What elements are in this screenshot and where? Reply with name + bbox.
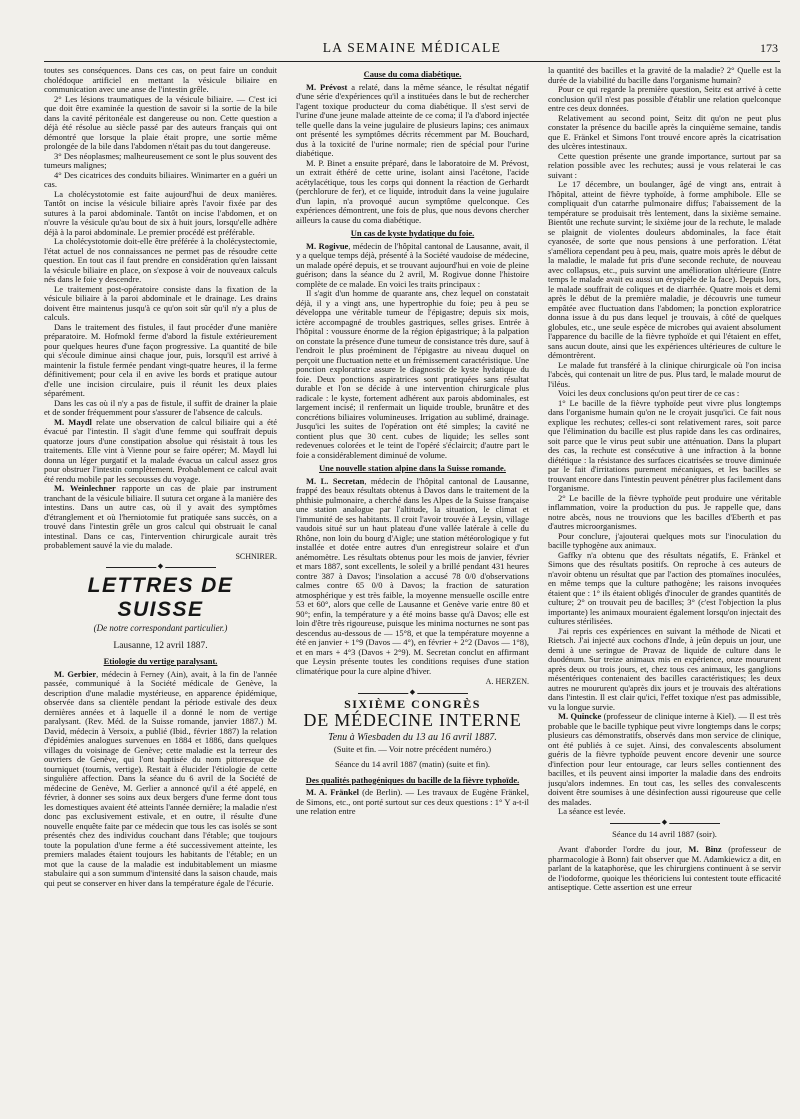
article-heading: Des qualités pathogéniques du bacille de la fièvre typhoïde. [305, 774, 520, 785]
article-heading: Un cas de kyste hydatique du foie. [350, 228, 475, 238]
paragraph: M. P. Binet a ensuite préparé, dans le laboratoire de M. Prévost, un extrait éthéré de cette urine, isolant ainsi l'acétone, l'acide acétylacétique, tous les corps qui donnent la réaction de Gerhardt (perchlorure de fer), et ce liquide, introduit dans la veine jugulaire d'un lapin, n'a provoqué aucun symptôme quelconque. Ces expériences démontrent, une fois de plus, que nous devons chercher ailleurs la cause du coma diabétique. [296, 157, 529, 225]
author-name: M. L. Secretan [306, 475, 365, 486]
paragraph [548, 712, 781, 807]
paragraph [296, 477, 529, 677]
paragraph-text: Avant d'aborder l'ordre du jour, [558, 844, 689, 854]
dateline: Lausanne, 12 avril 1887. [113, 640, 208, 651]
paragraph-text: (de Berlin). — Les travaux de Eugène Fränkel, de Simons, etc., ont porté surtout sur ces deux questions : 1° Y a-t-il une relation entre [296, 787, 529, 816]
session-line: Séance du 14 avril 1887 (matin) (suite et fin). [334, 759, 491, 769]
paragraph: Dans les cas où il n'y a pas de fistule, il suffit de drainer la plaie et de sonder fréquemment pour s'assurer de l'absence de calculs. [44, 397, 277, 417]
paragraph: Relativement au second point, Seitz dit qu'on ne peut plus constater la présence du bacille après la cinquième semaine, tandis que E. Fränkel et Simons l'ont trouvé encore après la cicatrisation des ulcères intestinaux. [548, 112, 781, 151]
session-line: Séance du 14 avril 1887 (soir). [612, 828, 717, 839]
author-name: M. Binz [688, 844, 722, 854]
paragraph: Il s'agit d'un homme de quarante ans, chez lequel on constatait déjà, il y a vingt ans, une hypertrophie du foie; peu à peu se développa une véritable tumeur de l'épigastre; depuis six mois, ictère accompagné de troubles gastriques, selles grises. Entrée à l'hôpital : voussure énorme de la région épigastrique; à la palpation on constate la présence d'une tumeur de consistance très dure, sauf à l'endroit le plus proéminent de l'épigastre au niveau duquel on perçoit une fluctuation nette et un frémissement caractéristique. Une ponction exploratrice assure le diagnostic de kyste hydatique du foie. Deux ponctions aspiratrices sont pratiquées sans résultat durable et l'on se décide à une intervention chirurgicale plus radicale : le kyste, fortement adhérent aux parois abdominales, est largement incisé; il renfermait un liquide trouble, brunâtre et des concrétions biliaires volumineuses. Irrigation au sublimé, drainage. Jusqu'ici les suites de l'opération ont été simples; la cavité ne contient plus que 30 cent. cubes de liquide; les selles sont redevenues colorées et le teint de l'opéré s'éclaircit; d'autre part le foie a considérablement diminué de volume. [296, 288, 529, 460]
author-name: M. Rogivue [306, 240, 349, 251]
paragraph: Gaffky n'a obtenu que des résultats négatifs, E. Fränkel et Simons que des résultats positifs. On reproche à ces auteurs de n'avoir obtenu un résultat que par l'action des ptomaïnes inoculées, en même temps que la culture pathogène; les raisons invoquées étaient que : 1° ils étaient obligés d'inoculer de grandes quantités de culture; 2° on trouvait peu de bacilles; 3° (c'est l'objection la plus importante) les animaux mouraient également lorsqu'on injectait des cultures stérilisées. [548, 549, 781, 626]
paragraph-text: relate une observation de calcul biliaire qui a été évacué par l'intestin. Il s'agit d'une femme qui souffrait depuis quatorze jours d'une constipation absolue qui résistait à tous les traitements. Elle vint à Vienne pour se faire opérer; M. Maydl lui donna un léger purgatif et la malade évacua un calcul assez gros pour obstruer l'intestin complètement. Probablement ce calcul avait été rendu mobile par les secousses du voyage. [44, 416, 277, 484]
journal-page [44, 0, 780, 1119]
paragraph: 2° Les lésions traumatiques de la vésicule biliaire. — C'est ici que doit être examinée la question de savoir si la sortie de la bile dans la cavité péritonéale est dangereuse ou non. Cette question a déjà été résolue au siècle passé par des auteurs français qui ont démontré que lorsque la plaie était propre, une sortie même prolongée de la bile dans l'abdomen n'était pas du tout dangereuse. [44, 93, 277, 151]
author-name: M. Prévost [306, 81, 348, 92]
journal-title: LA SEMAINE MÉDICALE [322, 40, 502, 55]
paragraph: La séance est levée. [558, 806, 626, 816]
signature: A. HERZEN. [485, 677, 529, 686]
paragraph: Pour conclure, j'ajouterai quelques mots sur l'inoculation du bacille typhogène aux animaux. [548, 530, 781, 550]
paragraph: 3° Des néoplasmes; malheureusement ce sont le plus souvent des tumeurs malignes; [44, 150, 277, 170]
author-name: M. A. Fränkel [306, 787, 360, 797]
running-header [44, 40, 780, 60]
paragraph: la quantité des bacilles et la gravité de la maladie? 2° Quelle est la durée de la viabilité du bacille dans l'organisme humain? [548, 66, 781, 85]
article-heading: Cause du coma diabétique. [363, 69, 462, 79]
paragraph-text: rapporte un cas de plaie par instrument tranchant de la vésicule biliaire. Il sutura cet organe à la manière des intestins. Dans un autre cas, où il y avait des symptômes d'étranglement et où l'herniotomie fut pratiquée sans succès, on a trouvé dans l'intestin grêle un gros calcul qui obstruait le canal intestinal. Dans ce cas, l'intervention chirurgicale aurait très probablement sauvé la vie du malade. [44, 483, 277, 550]
paragraph [296, 788, 529, 817]
paragraph: La cholécystotomie doit-elle être préférée à la cholécystectomie, l'état actuel de nos connaissances ne permet pas de résoudre cette question. En tout cas il faut prendre en considération qu'en laissant la vésicule biliaire en place, on s'expose à voir de nouveaux calculs nés dans le foie y descendre. [44, 236, 277, 284]
paragraph-text: , médecin de l'hôpital cantonal de Lausanne, frappé des beaux résultats obtenus à Davos dans le traitement de la phthisie pulmonaire, a cherché dans les Alpes de la Suisse française une station analogue par l'altitude, la situation, le climat et l'immunité de ses habitants. Il croit l'avoir trouvée à Leysin, village vaudois situé sur un haut plateau d'une vallée latérale à celle du Rhône, non loin du bourg d'Aigle; une station météorologique y fut installée et dotée entre autres d'un enregistreur solaire et d'un anémomètre. Les résultats obtenus pour les mois de janvier, février et mars 1887, sont excellents, le soleil y a brillé pendant 431 heures contre 387 à Davos; l'insolation a accusé 78 0/0 d'observations calmes contre 65 0/0 à Davos; la fraction de saturation atmosphérique y est très faible, la moyenne mensuelle oscille entre 53 et 60°, alors que celle de Lausanne et Genève varie entre 80 et 90°; enfin, la température y a été moins basse qu'à Davos; elle est loin d'être très rigoureuse, puisque les minima nocturnes ne sont pas descendus au-dessous de — 15°8, et que la température moyenne a été en janvier + 1°9 (Davos — 4°), en février + 2°2 (Davos — 1°8), et en mars + 4°3 (Davos + 2°9). M. Secretan conclut en affirmant que Leysin présente toutes les conditions requises d'une station climatérique pour la cure alpine d'hiver. [296, 475, 529, 676]
congress-title: SIXIÈME CONGRÈS [344, 696, 481, 711]
congress-dates: Tenu à Wiesbaden du 13 au 16 avril 1887. [328, 732, 497, 743]
author-name: M. Quincke [558, 711, 602, 721]
paragraph: Le traitement post-opératoire consiste dans la fixation de la vésicule biliaire à la paroi abdominale et le drainage. Les drains doivent être maintenus jusqu'à ce qu'on soit sûr qu'il n'y a plus de calculs. [44, 283, 277, 322]
continuation-note: (Suite et fin. — Voir notre précédent numéro.) [333, 743, 492, 754]
paragraph [296, 83, 529, 159]
paragraph: 1° Le bacille de la fièvre typhoïde peut vivre plus longtemps dans l'organisme humain qu'on ne le croyait jusqu'ici. Ce fait nous explique les rechutes; celles-ci sont relativement rares, soit parce que l'élimination du bacille est plus rapide dans les cas ordinaires, soit parce que le virus peut subir une atténuation. Dans la plupart des cas, la rechute est consécutive à une infraction à la bonne diététique : la résistance des surfaces cicatrisées se trouve diminuée par le fait d'irritations purement mécaniques, et les bacilles se trouvant encore dans l'intestin peuvent pénétrer plus facilement dans l'organisme. [548, 397, 781, 493]
paragraph: La cholécystotomie est faite aujourd'hui de deux manières. Tantôt on incise la vésicule biliaire après l'avoir fixée par des sutures à la paroi abdominale. Tantôt on incise l'abdomen, et on n'ouvre la vésicule qu'au bout de six à huit jours, lorsqu'elle adhère déjà à la paroi abdominale. Le premier procédé est préférable. [44, 188, 277, 237]
paragraph: 4° Des cicatrices des conduits biliaires. Winimarter en a guéri un cas. [44, 169, 277, 189]
paragraph-text: a relaté, dans la même séance, le résultat négatif d'une série d'expériences qu'il a instituées dans le but de rechercher l'agent toxique producteur du coma diabétique. Il s'est servi de l'urine d'une jeune malade atteinte de ce coma; il l'a d'abord injectée telle quelle dans la veine jugulaire de plusieurs lapins; ces animaux ont présenté les symptômes décrits récemment par M. Bouchard, dus à la toxicité de l'urine normale; rien de spécial pour l'urine diabétique. [296, 81, 529, 158]
paragraph: Cette question présente une grande importance, surtout par sa relation possible avec les rechutes; aussi je vous relaterai le cas suivant : [548, 150, 781, 180]
paragraph-text: , médecin à Ferney (Ain), avait, à la fin de l'année passée, communiqué à la Société médicale de Genève, la description d'une maladie mystérieuse, en apparence épidémique, observée dans sa clientèle pendant la période estivale des deux dernières années et à laquelle il a donné le nom de vertige paralysant. (Rev. Méd. de la Suisse romande, janvier 1887.) M. David, médecin à Versoix, a publié (Ibid., février 1887) la relation d'épidémies analogues survenues en 1884 et 1886, dans quelques villages du voisinage de Genève; cette maladie est la terreur des ouvriers de Genève, qui l'ont baptisée du nom pittoresque de tourniquet (tournis, vertige). Restait à élucider l'étiologie de cette singulière affection. Dans la séance du 6 avril de la Société de médecine de Genève, M. Gerlier a annoncé qu'il a été appelé, en février, à donner ses soins aux deux bergers d'une ferme dont tous les domestiques avaient été atteints l'année dernière; la maladie n'est donc pas exclusivement estivale, et en outre, il résulte d'une nouvelle enquête faite par ce médecin que tous les cas isolés se sont présentés chez des individus couchant dans l'étable; que toujours toute la population d'une ferme a été successivement atteinte, les premiers malades étaient toujours les habitants de l'étable; en un mot que la cause de la maladie est indubitablement un miasme stabulaire qui a son summum d'intensité dans la saison chaude, mais qui peut se conserver en hiver dans la température égale de l'écurie. [44, 668, 277, 888]
article-heading: Une nouvelle station alpine dans la Suisse romande. [319, 463, 506, 473]
header-rule [44, 61, 780, 62]
author-name: M. Gerbier [54, 668, 97, 679]
paragraph [44, 484, 277, 551]
paragraph: Le 17 décembre, un boulanger, âgé de vingt ans, entrait à l'hôpital, atteint de fièvre typhoïde, à forme amphibole. Elle se compliquait d'un catarrhe pulmonaire diffus; l'abaissement de la température se produisait très lentement, dans la sixième semaine. Bientôt une rechute survint; le sixième jour de la rechute, le malade se plaignit de violentes douleurs abdominales, la face était cyanosée, de sorte que nous pensions à une perforation. L'état s'améliora cependant peu à peu, mais, quatre mois après le début de la maladie, le malade fut pris d'une seconde rechute, de nouveau avec collapsus, etc., puis survint une amélioration ultérieure (Entre temps le malade avait eu aussi un érysipèle de la face). Depuis lors, le malade souffrait de coliques et de diarrhée. Quatre mois et demi après le début de la première maladie, je découvris une tumeur empâtée avec fluctuation dans l'abdomen; la ponction exploratrice donna issue à du pus dans lequel je trouvais, à côté de quelques globules, etc., une seule espèce de microbes qui avaient absolument l'apparence du bacille de la fièvre typhoïde et qui l'étaient en effet, sans aucun doute, ainsi que les expériences ultérieures de culture le démontrèrent. [548, 179, 781, 360]
separator [106, 567, 216, 568]
article-heading: Etiologie du vertige paralysant. [103, 656, 218, 666]
author-name: M. Weinlechner [54, 483, 116, 493]
paragraph: 2° Le bacille de la fièvre typhoïde peut produire une véritable inflammation, voire la production du pus. Je rappelle que, dans notre abcès, nous ne trouvions que les bacilles d'Eberth et pas d'autres microorganismes. [548, 492, 781, 531]
paragraph: Dans le traitement des fistules, il faut procéder d'une manière préparatoire. M. Hofmokl ferme d'abord la fistule extérieurement pour quelques heures d'une façon progressive. La quantité de bile qui s'écoule diminue ainsi chaque jour, puis, lorsqu'il est arrivé à maintenir la fistule fermée pendant vingt-quatre heures, il la ferme définitivement; pour cela il en avive les bords et pratique autour d'elle une incision circulaire, puis il réunit les deux plaies séparément. [44, 321, 277, 398]
page-number: 173 [760, 41, 778, 55]
paragraph: toutes ses conséquences. Dans ces cas, on peut faire un conduit cholédoque artificiel en mettant la vésicule biliaire en communication avec une anse de l'intestin grêle. [44, 66, 277, 94]
paragraph [44, 418, 277, 485]
paragraph: Le malade fut transféré à la clinique chirurgicale où l'on incisa l'abcès, qui contenait un litre de pus. Plus tard, le malade mourut de l'iléus. [548, 359, 781, 389]
congress-subtitle: DE MÉDECINE INTERNE [303, 710, 522, 730]
column-1 [44, 66, 277, 1116]
section-subtitle: (De notre correspondant particulier.) [93, 623, 228, 633]
paragraph-text: (professeur de pharmacologie à Bonn) fait observer que M. Adamkiewicz a dit, en parlant de la kataphorèse, que les chirurgiens continuent à se servir de l'iodoforme, quoique les théoriciens lui contestent toute efficacité antiseptique. Cette assertion est une erreur [548, 844, 781, 892]
separator [610, 823, 720, 824]
paragraph-text: (professeur de clinique interne à Kiel). — Il est très probable que le bacille typhique peut vivre longtemps dans le corps; plusieurs cas démonstratifs, observés dans mon service de clinique, ont été publiés à ce sujet. Ainsi, des convalescents absolument guéris de la fièvre typhoïde peuvent encore devenir une source d'infection pour leur entourage, car leurs selles contiennent des bacilles, et ils peuvent ainsi importer la maladie dans des endroits jusqu'alors indemnes. En tout cas, les selles des convalescents doivent être soumises à une désinfection aussi rigoureuse que celle des malades. [548, 711, 781, 807]
author-name: M. Maydl [54, 416, 92, 427]
separator [358, 693, 468, 694]
paragraph: Voici les deux conclusions qu'on peut tirer de ce cas : [558, 388, 740, 398]
signature: SCHNIRER. [235, 551, 277, 561]
paragraph [548, 845, 781, 893]
column-3 [548, 66, 781, 1116]
paragraph [296, 242, 529, 290]
section-title: LETTRES DE SUISSE [87, 574, 234, 621]
paragraph [44, 670, 277, 889]
paragraph: J'ai repris ces expériences en suivant la méthode de Nicati et Rietsch. J'ai injecté aux cochons d'Inde, à jeûn depuis un jour, une demi à une seringue de Pravaz de liquide de culture dans le duodénum. Sur treize animaux mis en expérience, onze moururent après deux ou trois jours, et, chez tous ces animaux, les ganglions mésentériques contenaient des bacilles caractéristiques; les deux autres ne moururent qu'après dix jours et je trouvais des altérations dans l'intestin. Il est clair qu'ici, l'effet toxique n'est pas admissible, vu la longue survie. [548, 625, 781, 712]
paragraph-text: , médecin de l'hôpital cantonal de Lausanne, avait, il y a quelque temps déjà, présenté à la Société vaudoise de médecine, un malade opéré depuis, et se trouvant aujourd'hui en voie de pleine guérison; dans la séance du 2 avril, M. Rogivue donne l'histoire complète de ce malade. En voici les traits principaux : [296, 240, 529, 289]
paragraph: Pour ce qui regarde la première question, Seitz est arrivé à cette conclusion qu'il n'est pas possible d'établir une relation quelconque entre ces deux données. [548, 84, 781, 113]
column-2 [296, 66, 529, 1116]
